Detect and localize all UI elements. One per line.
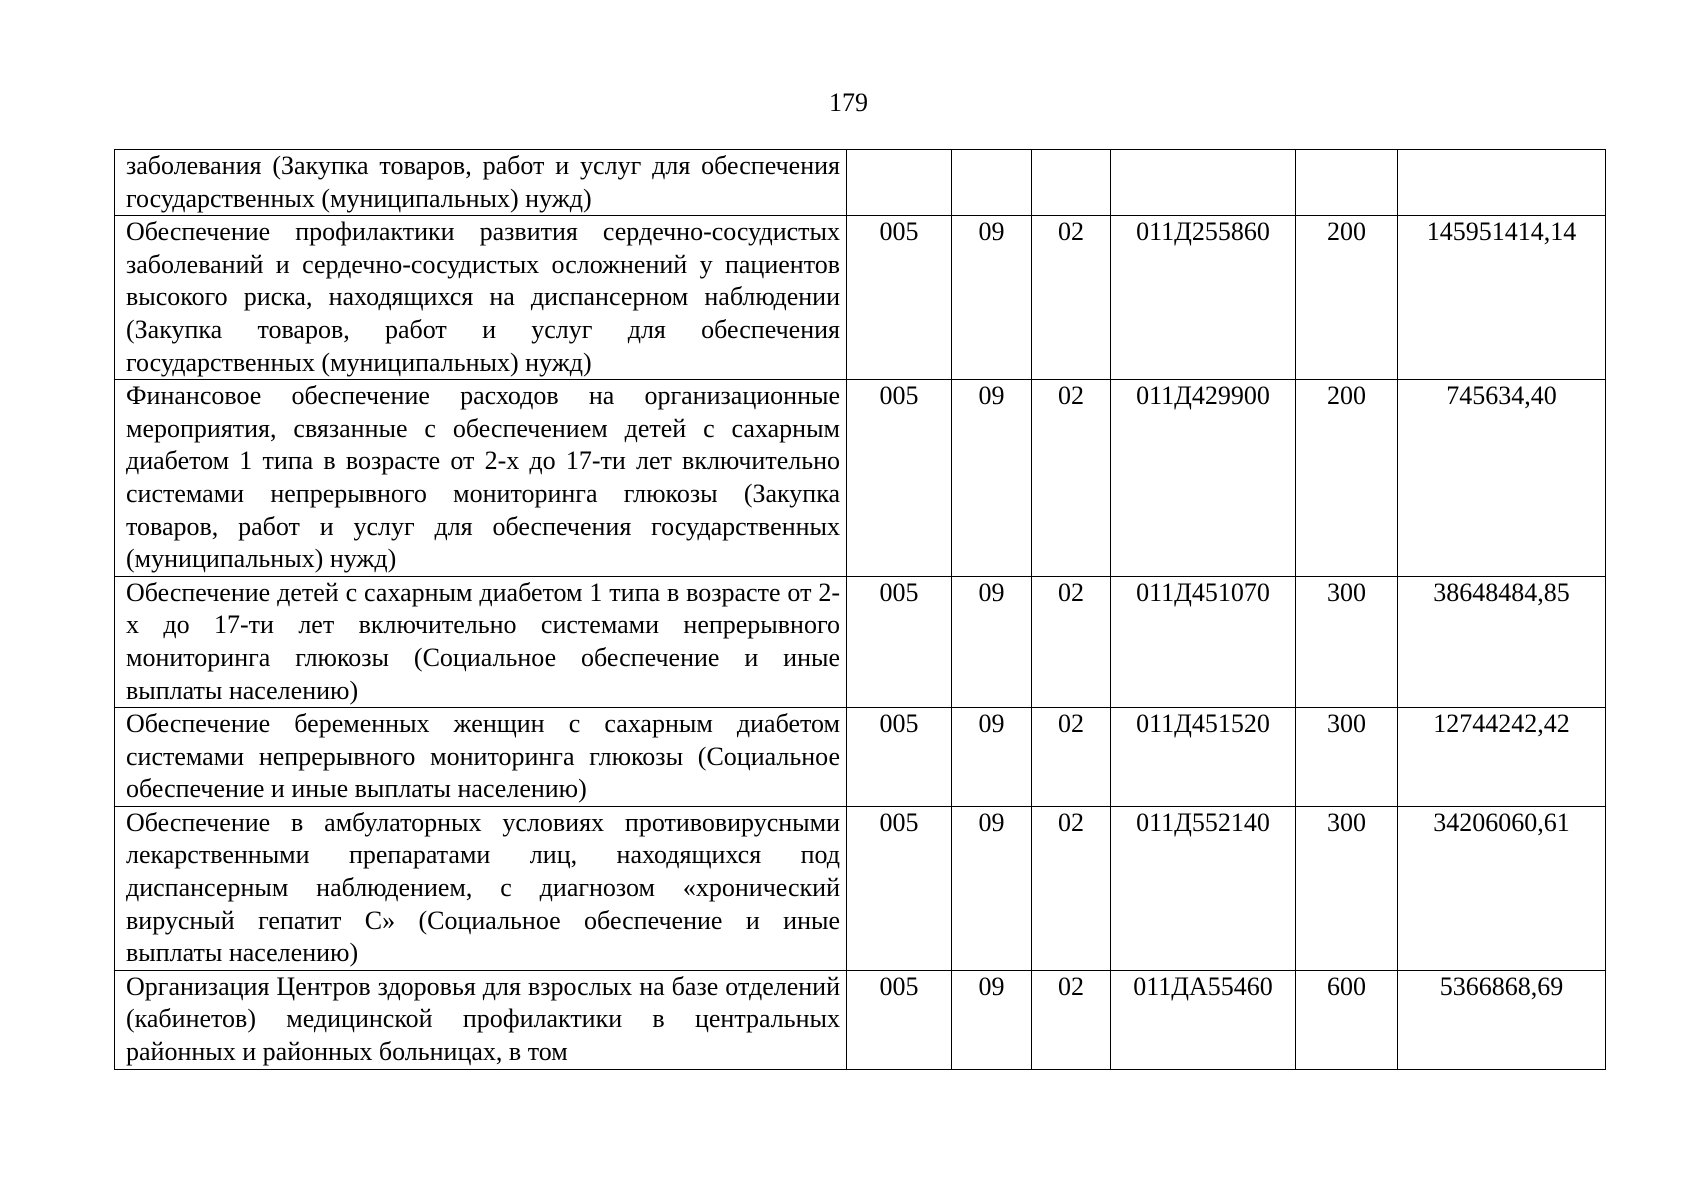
expense-type-code: [1296, 150, 1398, 216]
row-description: Обеспечение в амбулаторных условиях противовирусными лекарственными препаратами лиц, находящихся под диспансерным наблюдением, с диагнозом «хронический вирусный гепатит С» (Социальное обеспечение и иные выплаты населению): [115, 806, 847, 970]
table-row: [115, 150, 1606, 216]
ministry-code: 005: [847, 380, 952, 577]
expense-type-code: 200: [1296, 216, 1398, 380]
ministry-code: 005: [847, 216, 952, 380]
section-code: 09: [952, 806, 1032, 970]
subsection-code: [1032, 150, 1111, 216]
amount: [1398, 150, 1606, 216]
ministry-code: 005: [847, 970, 952, 1069]
target-article-code: 011ДА55460: [1111, 970, 1296, 1069]
row-description: заболевания (Закупка товаров, работ и услуг для обеспечения государственных (муниципальных) нужд): [115, 150, 847, 216]
page-number: 179: [829, 88, 868, 117]
target-article-code: 011Д255860: [1111, 216, 1296, 380]
table-row: [115, 708, 1606, 807]
section-code: 09: [952, 576, 1032, 707]
subsection-code: 02: [1032, 806, 1111, 970]
row-description: Финансовое обеспечение расходов на организационные мероприятия, связанные с обеспечением детей с сахарным диабетом 1 типа в возрасте от 2-х до 17-ти лет включительно системами непрерывного мониторинга глюкозы (Закупка товаров, работ и услуг для обеспечения государственных (муниципальных) нужд): [115, 380, 847, 577]
subsection-code: 02: [1032, 380, 1111, 577]
row-description: Обеспечение профилактики развития сердечно-сосудистых заболеваний и сердечно-сосудистых осложнений у пациентов высокого риска, находящихся на диспансерном наблюдении (Закупка товаров, работ и услуг для обеспечения государственных (муниципальных) нужд): [115, 216, 847, 380]
ministry-code: 005: [847, 576, 952, 707]
expense-type-code: 600: [1296, 970, 1398, 1069]
expense-type-code: 300: [1296, 708, 1398, 807]
ministry-code: [847, 150, 952, 216]
expense-type-code: 200: [1296, 380, 1398, 577]
table-row: [115, 380, 1606, 577]
section-code: 09: [952, 380, 1032, 577]
ministry-code: 005: [847, 806, 952, 970]
table-row: [115, 216, 1606, 380]
subsection-code: 02: [1032, 970, 1111, 1069]
amount: 34206060,61: [1398, 806, 1606, 970]
table-row: [115, 970, 1606, 1069]
amount: 38648484,85: [1398, 576, 1606, 707]
subsection-code: 02: [1032, 708, 1111, 807]
target-article-code: 011Д451070: [1111, 576, 1296, 707]
ministry-code: 005: [847, 708, 952, 807]
section-code: 09: [952, 970, 1032, 1069]
target-article-code: 011Д552140: [1111, 806, 1296, 970]
section-code: [952, 150, 1032, 216]
amount: 12744242,42: [1398, 708, 1606, 807]
expense-type-code: 300: [1296, 806, 1398, 970]
expense-type-code: 300: [1296, 576, 1398, 707]
target-article-code: 011Д451520: [1111, 708, 1296, 807]
section-code: 09: [952, 216, 1032, 380]
subsection-code: 02: [1032, 576, 1111, 707]
amount: 145951414,14: [1398, 216, 1606, 380]
amount: 5366868,69: [1398, 970, 1606, 1069]
table-row: [115, 576, 1606, 707]
section-code: 09: [952, 708, 1032, 807]
row-description: Обеспечение беременных женщин с сахарным диабетом системами непрерывного мониторинга глюкозы (Социальное обеспечение и иные выплаты населению): [115, 708, 847, 807]
target-article-code: [1111, 150, 1296, 216]
amount: 745634,40: [1398, 380, 1606, 577]
row-description: Обеспечение детей с сахарным диабетом 1 типа в возрасте от 2-х до 17-ти лет включительно системами непрерывного мониторинга глюкозы (Социальное обеспечение и иные выплаты населению): [115, 576, 847, 707]
row-description: Организация Центров здоровья для взрослых на базе отделений (кабинетов) медицинской профилактики в центральных районных и районных больницах, в том: [115, 970, 847, 1069]
table-row: [115, 806, 1606, 970]
subsection-code: 02: [1032, 216, 1111, 380]
budget-table: [114, 149, 1606, 1070]
target-article-code: 011Д429900: [1111, 380, 1296, 577]
